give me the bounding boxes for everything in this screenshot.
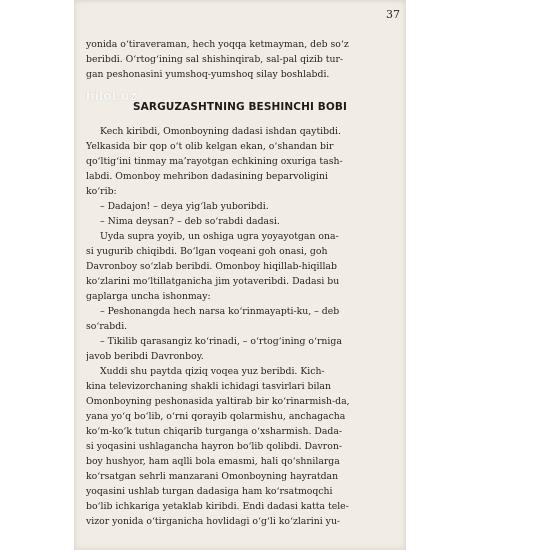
text-line: vizor yonida o‘tirganicha hovlidagi o‘g‘li ko‘zlarini yu- (86, 516, 341, 527)
text-line: – Tikilib qarasangiz ko‘rinadi, – o‘rtog‘ining o‘rniga (100, 336, 342, 347)
text-line: boy hushyor, ham aqlli bola emasmi, hali qo‘shnilarga (86, 456, 340, 467)
text-line: – Nima deysan? – deb so‘rabdi dadasi. (100, 216, 280, 227)
text-line: yonida o‘tiraveraman, hech yoqqa ketmayman, deb so‘z (86, 39, 349, 50)
text-line: Yelkasida bir qop o‘t olib kelgan ekan, o‘shandan bir (86, 141, 334, 152)
text-line: ko‘rsatgan sehrli manzarani Omonboyning hayratdan (86, 471, 339, 482)
text-line: gan peshonasini yumshoq-yumshoq silay boshlabdi. (86, 69, 330, 80)
text-line: – Peshonangda hech narsa ko‘rinmayapti-ku, – deb (100, 306, 340, 317)
chapter-body (86, 124, 396, 529)
text-line: Davronboy so‘zlab beribdi. Omonboy hiqillab-hiqillab (86, 261, 337, 272)
text-line: beribdi. O‘rtog‘ining sal shishinqirab, sal-pal qizib tur- (86, 54, 344, 65)
text-line: labdi. Omonboy mehribon dadasining beparvoligini (86, 171, 328, 182)
text-line: ko‘zlarini mo‘ltillatganicha jim yotaveribdi. Dadasi bu (86, 276, 340, 287)
watermark-logo: hilol.uz (86, 89, 137, 103)
text-line: ko‘m-ko‘k tutun chiqarib turganga o‘xsharmish. Dada- (86, 426, 343, 437)
text-line: Xuddi shu paytda qiziq voqea yuz beribdi. Kich- (100, 366, 325, 377)
text-line: bo‘lib ichkariga yetaklab kiribdi. Endi dadasi katta tele- (86, 501, 349, 512)
chapter-title: SARGUZASHTNING BESHINCHI BOBI (133, 101, 347, 113)
text-line: Uyda supra yoyib, un oshiga ugra yoyayotgan ona- (100, 231, 339, 242)
page-number: 37 (386, 8, 400, 21)
text-line: so‘rabdi. (86, 321, 128, 332)
text-line: – Dadajon! – deya yig‘lab yuboribdi. (100, 201, 269, 212)
text-line: javob beribdi Davronboy. (86, 351, 204, 362)
text-line: si yugurib chiqibdi. Bo‘lgan voqeani goh onasi, goh (86, 246, 328, 257)
intro-paragraph (86, 37, 396, 82)
text-line: yoqasini ushlab turgan dadasiga ham ko‘rsatmoqchi (86, 486, 333, 497)
text-line: Omonboyning peshonasida yaltirab bir ko‘rinarmish-da, (86, 396, 350, 407)
text-line: si yoqasini ushlagancha hayron bo‘lib qolibdi. Davron- (86, 441, 342, 452)
text-line: ko‘rib: (86, 186, 117, 197)
text-line: yana yo‘q bo‘lib, o‘rni qorayib qolarmishu, anchagacha (86, 411, 346, 422)
text-line: Kech kiribdi, Omonboyning dadasi ishdan qaytibdi. (100, 126, 341, 137)
book-page (74, 0, 406, 550)
text-line: kina televizorchaning shakli ichidagi tasvirlari bilan (86, 381, 331, 392)
text-line: gaplarga uncha ishonmay: (86, 291, 211, 302)
text-line: qo‘ltig‘ini tinmay ma’rayotgan echkining oxuriga tash- (86, 156, 343, 167)
